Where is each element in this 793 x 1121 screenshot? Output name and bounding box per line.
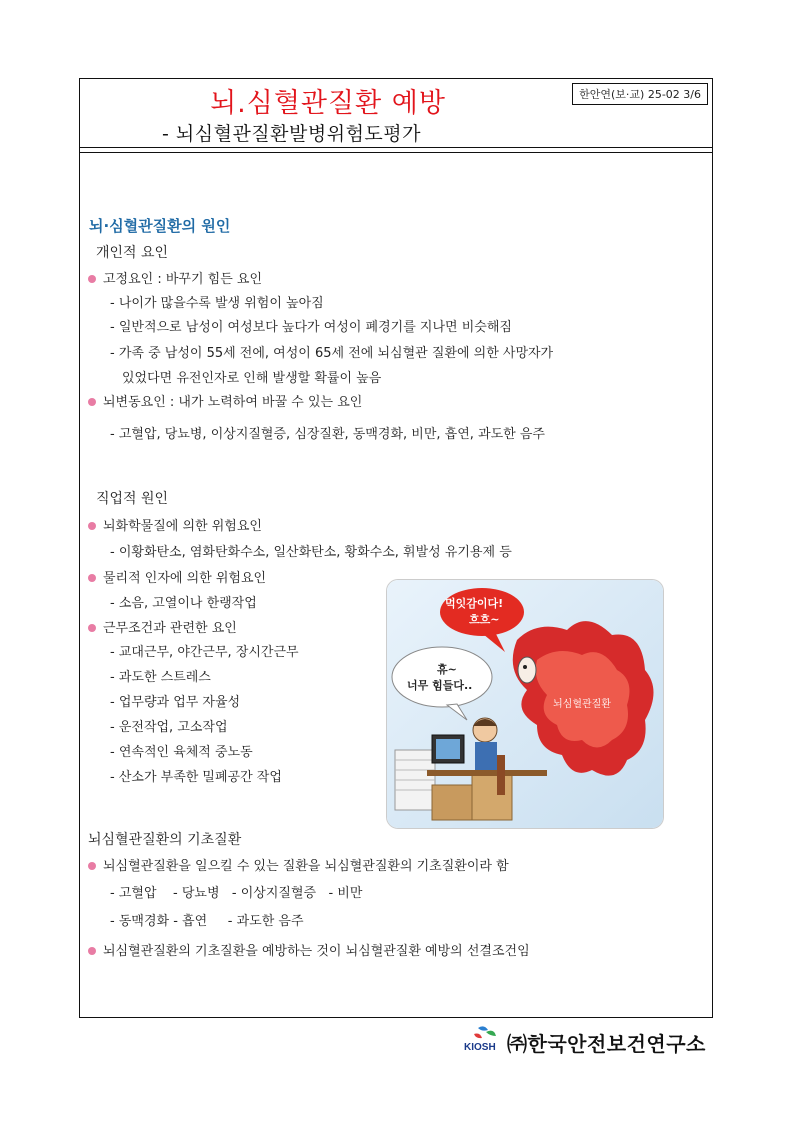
- bullet-icon: [88, 574, 96, 582]
- basic-heading: 뇌심혈관질환의 기초질환: [88, 832, 242, 848]
- basic-bullet-2: [88, 940, 530, 959]
- bullet-icon: [88, 624, 96, 632]
- occupational-bullet-3: [88, 617, 237, 636]
- bullet-text: 뇌변동요인 : 내가 노력하여 바꿀 수 있는 요인: [103, 395, 363, 410]
- basic-bullet-1: [88, 855, 509, 874]
- list-item: 있었다면 유전인자로 인해 발생할 확률이 높음: [122, 371, 382, 386]
- bullet-icon: [88, 947, 96, 955]
- bullet-icon: [88, 862, 96, 870]
- bullet-text: 뇌심혈관질환을 일으킬 수 있는 질환을 뇌심혈관질환의 기초질환이라 함: [103, 859, 509, 874]
- list-item: - 산소가 부족한 밀폐공간 작업: [110, 770, 282, 785]
- monster-speech-line-2: 흐흐~: [469, 613, 500, 626]
- cartoon-image: [387, 580, 663, 828]
- list-item: - 이황화탄소, 염화탄화수소, 일산화탄소, 황화수소, 휘발성 유기용제 등: [110, 545, 512, 560]
- monster-speech-line-1: 먹잇감이다!: [445, 597, 504, 610]
- personal-bullet-2: [88, 391, 362, 410]
- list-item: - 연속적인 육체적 중노동: [110, 745, 253, 760]
- kiosh-logo: [464, 1024, 508, 1060]
- list-item: - 일반적으로 남성이 여성보다 높다가 여성이 폐경기를 지나면 비슷해짐: [110, 320, 512, 335]
- list-item: - 가족 중 남성이 55세 전에, 여성이 65세 전에 뇌심혈관 질환에 의한 사망자가: [110, 346, 554, 361]
- list-item: - 운전작업, 고소작업: [110, 720, 228, 735]
- document-number: 한안연(보·교) 25-02 3/6: [572, 83, 708, 105]
- page-subtitle: - 뇌심혈관질환발병위험도평가: [162, 123, 421, 145]
- bullet-icon: [88, 522, 96, 530]
- cartoon-illustration: [386, 579, 664, 829]
- logo-text: KIOSH: [464, 1042, 496, 1053]
- bullet-text: 고정요인 : 바꾸기 힘든 요인: [103, 272, 263, 287]
- list-item: - 과도한 스트레스: [110, 670, 211, 685]
- bullet-text: 근무조건과 관련한 요인: [103, 621, 237, 636]
- worker-speech-line-1: 휴~: [437, 663, 457, 676]
- monster-label: 뇌심혈관질환: [553, 699, 611, 710]
- worker-speech-line-2: 너무 힘들다..: [407, 679, 473, 692]
- list-item: - 나이가 많을수록 발생 위험이 높아짐: [110, 296, 324, 311]
- page-title: 뇌.심혈관질환 예방: [210, 88, 446, 119]
- personal-heading: 개인적 요인: [96, 245, 169, 261]
- bullet-icon: [88, 275, 96, 283]
- header-divider-secondary: [80, 152, 712, 153]
- section-title: 뇌·심혈관질환의 원인: [89, 217, 231, 235]
- list-item: - 고혈압 - 당뇨병 - 이상지질혈증 - 비만: [110, 886, 363, 901]
- list-item: - 고혈압, 당뇨병, 이상지질혈증, 심장질환, 동맥경화, 비만, 흡연, 과도한 음주: [110, 427, 545, 442]
- list-item: - 업무량과 업무 자율성: [110, 695, 241, 710]
- header-divider: [80, 147, 712, 148]
- list-item: - 소음, 고열이나 한랭작업: [110, 596, 257, 611]
- personal-bullet-1: [88, 268, 262, 287]
- bullet-text: 뇌심혈관질환의 기초질환을 예방하는 것이 뇌심혈관질환 예방의 선결조건임: [103, 944, 530, 959]
- occupational-bullet-2: [88, 567, 266, 586]
- occupational-heading: 직업적 원인: [96, 491, 169, 507]
- bullet-text: 뇌화학물질에 의한 위험요인: [103, 519, 262, 534]
- bullet-icon: [88, 398, 96, 406]
- occupational-bullet-1: [88, 515, 262, 534]
- list-item: - 동맥경화 - 흡연 - 과도한 음주: [110, 914, 304, 929]
- organization-name: ㈜한국안전보건연구소: [507, 1032, 706, 1056]
- list-item: - 교대근무, 야간근무, 장시간근무: [110, 645, 299, 660]
- bullet-text: 물리적 인자에 의한 위험요인: [103, 571, 267, 586]
